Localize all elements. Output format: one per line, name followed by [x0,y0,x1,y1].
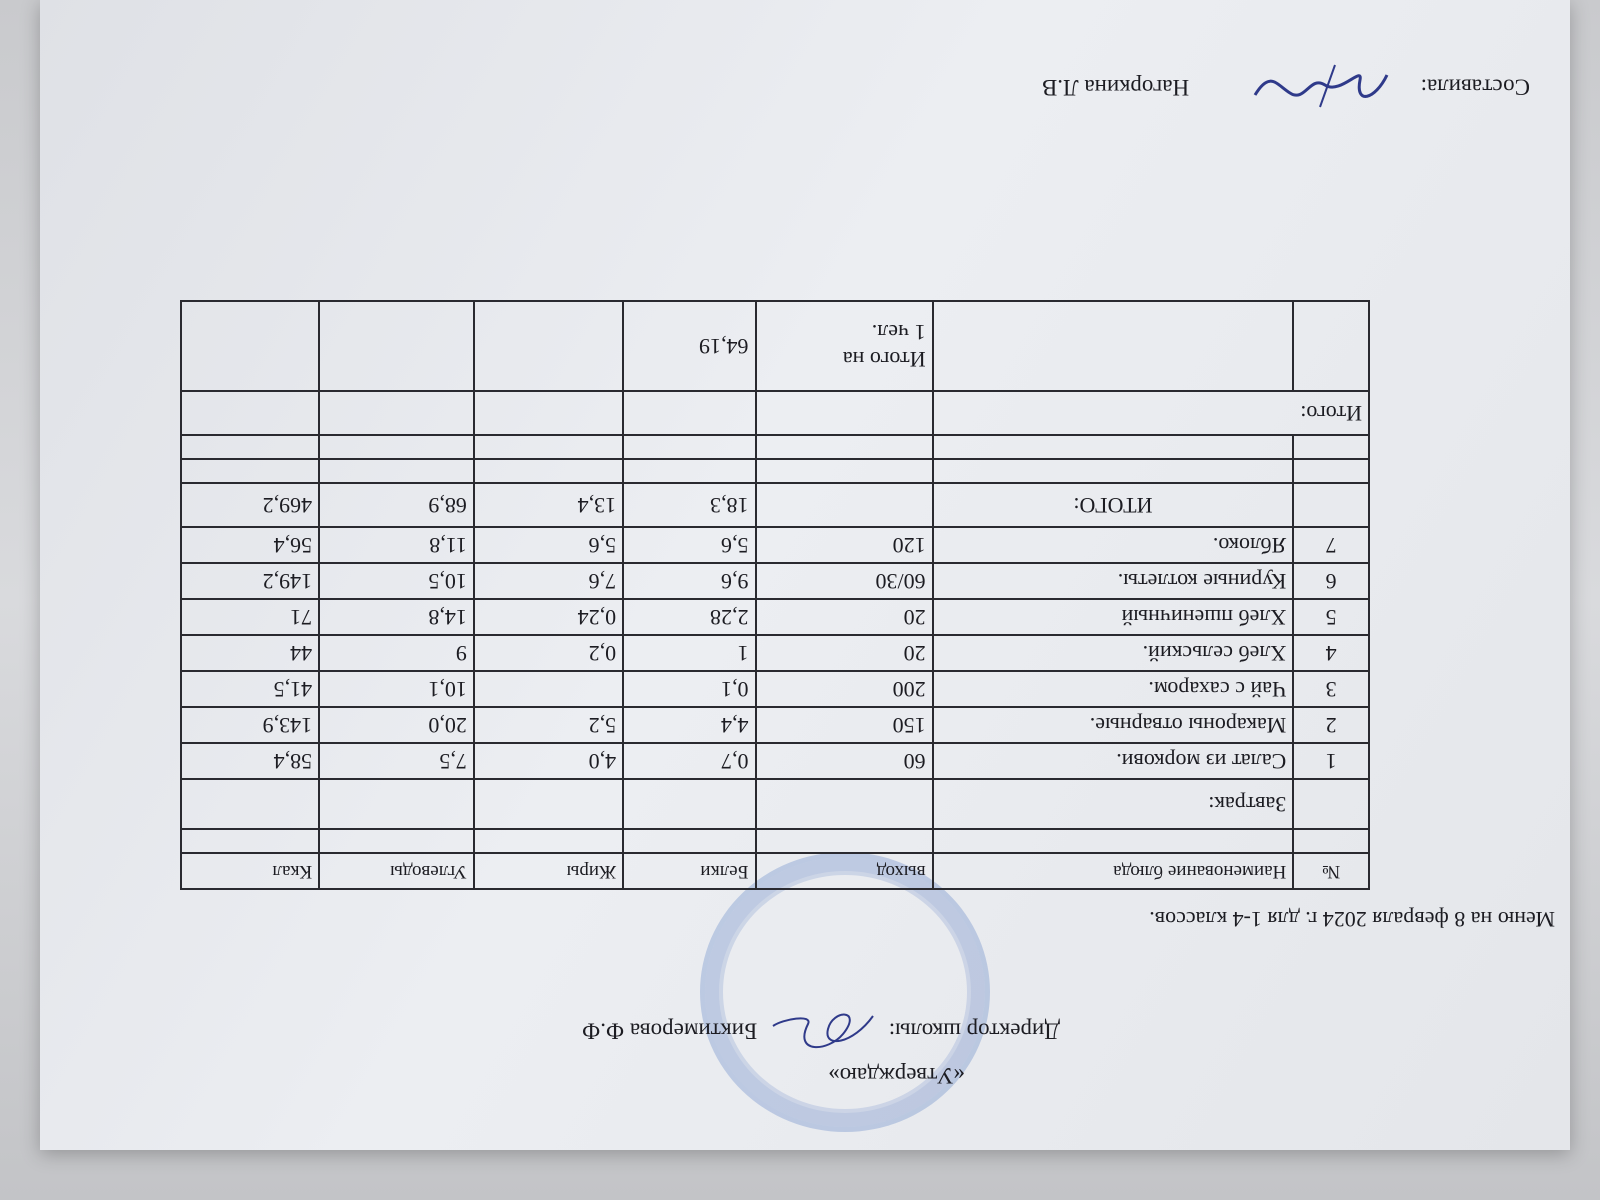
cell-name: Чай с сахаром. [933,671,1294,707]
composer-block [1042,55,1530,115]
cell-output: 120 [756,527,933,563]
school-stamp [700,852,990,1132]
cell-fats: 0,24 [474,599,623,635]
cell-name: Хлеб пшеничный [933,599,1294,635]
cell-carbs: 14,8 [319,599,474,635]
composer-name: Нагоркина Л.В [1041,74,1190,100]
cell-no: 2 [1293,707,1369,743]
cell-carbs: 11,8 [319,527,474,563]
total-row [181,391,1369,435]
cell-fats [474,671,623,707]
header-proteins: Белки [623,853,755,889]
cell-name: Яблоко. [933,527,1294,563]
per-person-label [756,301,933,391]
subtotal-row [181,483,1369,527]
composer-signature [1245,55,1395,115]
cell-output: 60/30 [756,563,933,599]
per-person-value: 64,19 [623,301,755,391]
cell-no: 3 [1293,671,1369,707]
cell-name: Хлеб сельский. [933,635,1294,671]
subtotal-kcal: 469,2 [181,483,319,527]
table-row [181,527,1369,563]
cell-proteins: 4,4 [623,707,755,743]
header-output: выход [756,853,933,889]
cell-proteins: 0,7 [623,743,755,779]
cell-proteins: 9,6 [623,563,755,599]
cell-output: 60 [756,743,933,779]
subtotal-label: ИТОГО: [933,483,1294,527]
subtotal-proteins: 18,3 [623,483,755,527]
spacer-row [181,435,1369,459]
header-name: Наименование блюда [933,853,1294,889]
cell-proteins: 1 [623,635,755,671]
per-person-row [181,301,1369,391]
paper-sheet [40,0,1570,1150]
cell-name: Макароны отварные. [933,707,1294,743]
director-signature [763,1004,883,1054]
cell-output: 20 [756,635,933,671]
header-kcal: Ккал [181,853,319,889]
subtotal-carbs: 68,9 [319,483,474,527]
cell-no: 5 [1293,599,1369,635]
director-name: Биктимерова Ф.Ф [582,1018,758,1044]
cell-fats: 0,2 [474,635,623,671]
cell-kcal: 149,2 [181,563,319,599]
cell-fats: 5,2 [474,707,623,743]
cell-fats: 4,0 [474,743,623,779]
table-row [181,563,1369,599]
section-row [181,779,1369,829]
table-row [181,707,1369,743]
cell-proteins: 5,6 [623,527,755,563]
approval-heading: «Утверждаю» [828,1063,965,1088]
header-carbs: Углеводы [319,853,474,889]
cell-output: 20 [756,599,933,635]
header-fats: Жиры [474,853,623,889]
director-label: Директор школы: [888,1018,1060,1044]
cell-kcal: 71 [181,599,319,635]
menu-rows [181,527,1369,779]
table-row [181,599,1369,635]
cell-no: 1 [1293,743,1369,779]
document-upside-down [40,0,1570,1150]
cell-no: 6 [1293,563,1369,599]
cell-carbs: 9 [319,635,474,671]
spacer-row [181,459,1369,483]
cell-output: 150 [756,707,933,743]
cell-fats: 7,6 [474,563,623,599]
cell-kcal: 41,5 [181,671,319,707]
cell-no: 4 [1293,635,1369,671]
composer-label: Составила: [1420,74,1530,100]
cell-carbs: 20,0 [319,707,474,743]
cell-kcal: 56,4 [181,527,319,563]
cell-carbs: 10,1 [319,671,474,707]
table-row [181,635,1369,671]
cell-kcal: 44 [181,635,319,671]
menu-table [180,300,1370,890]
cell-output: 200 [756,671,933,707]
approval-block [582,1020,1060,1088]
cell-name: Салат из моркови. [933,743,1294,779]
cell-proteins: 2,28 [623,599,755,635]
header-no: № [1293,853,1369,889]
cell-carbs: 7,5 [319,743,474,779]
cell-carbs: 10,5 [319,563,474,599]
cell-proteins: 0,1 [623,671,755,707]
total-label: Итого: [933,391,1369,435]
per-person-line2: 1 чел. [871,320,926,345]
subtotal-fats: 13,4 [474,483,623,527]
section-label: Завтрак: [933,779,1294,829]
per-person-line1: Итого на [842,347,926,373]
table-row [181,671,1369,707]
cell-name: Куриные котлеты. [933,563,1294,599]
spacer-row [181,829,1369,853]
cell-no: 7 [1293,527,1369,563]
table-row [181,743,1369,779]
cell-kcal: 143,9 [181,707,319,743]
director-line [582,1020,1060,1054]
cell-fats: 5,6 [474,527,623,563]
table-header-row [181,853,1369,889]
cell-kcal: 58,4 [181,743,319,779]
menu-title: Меню на 8 февраля 2024 г. для 1-4 классов. [1149,907,1555,932]
